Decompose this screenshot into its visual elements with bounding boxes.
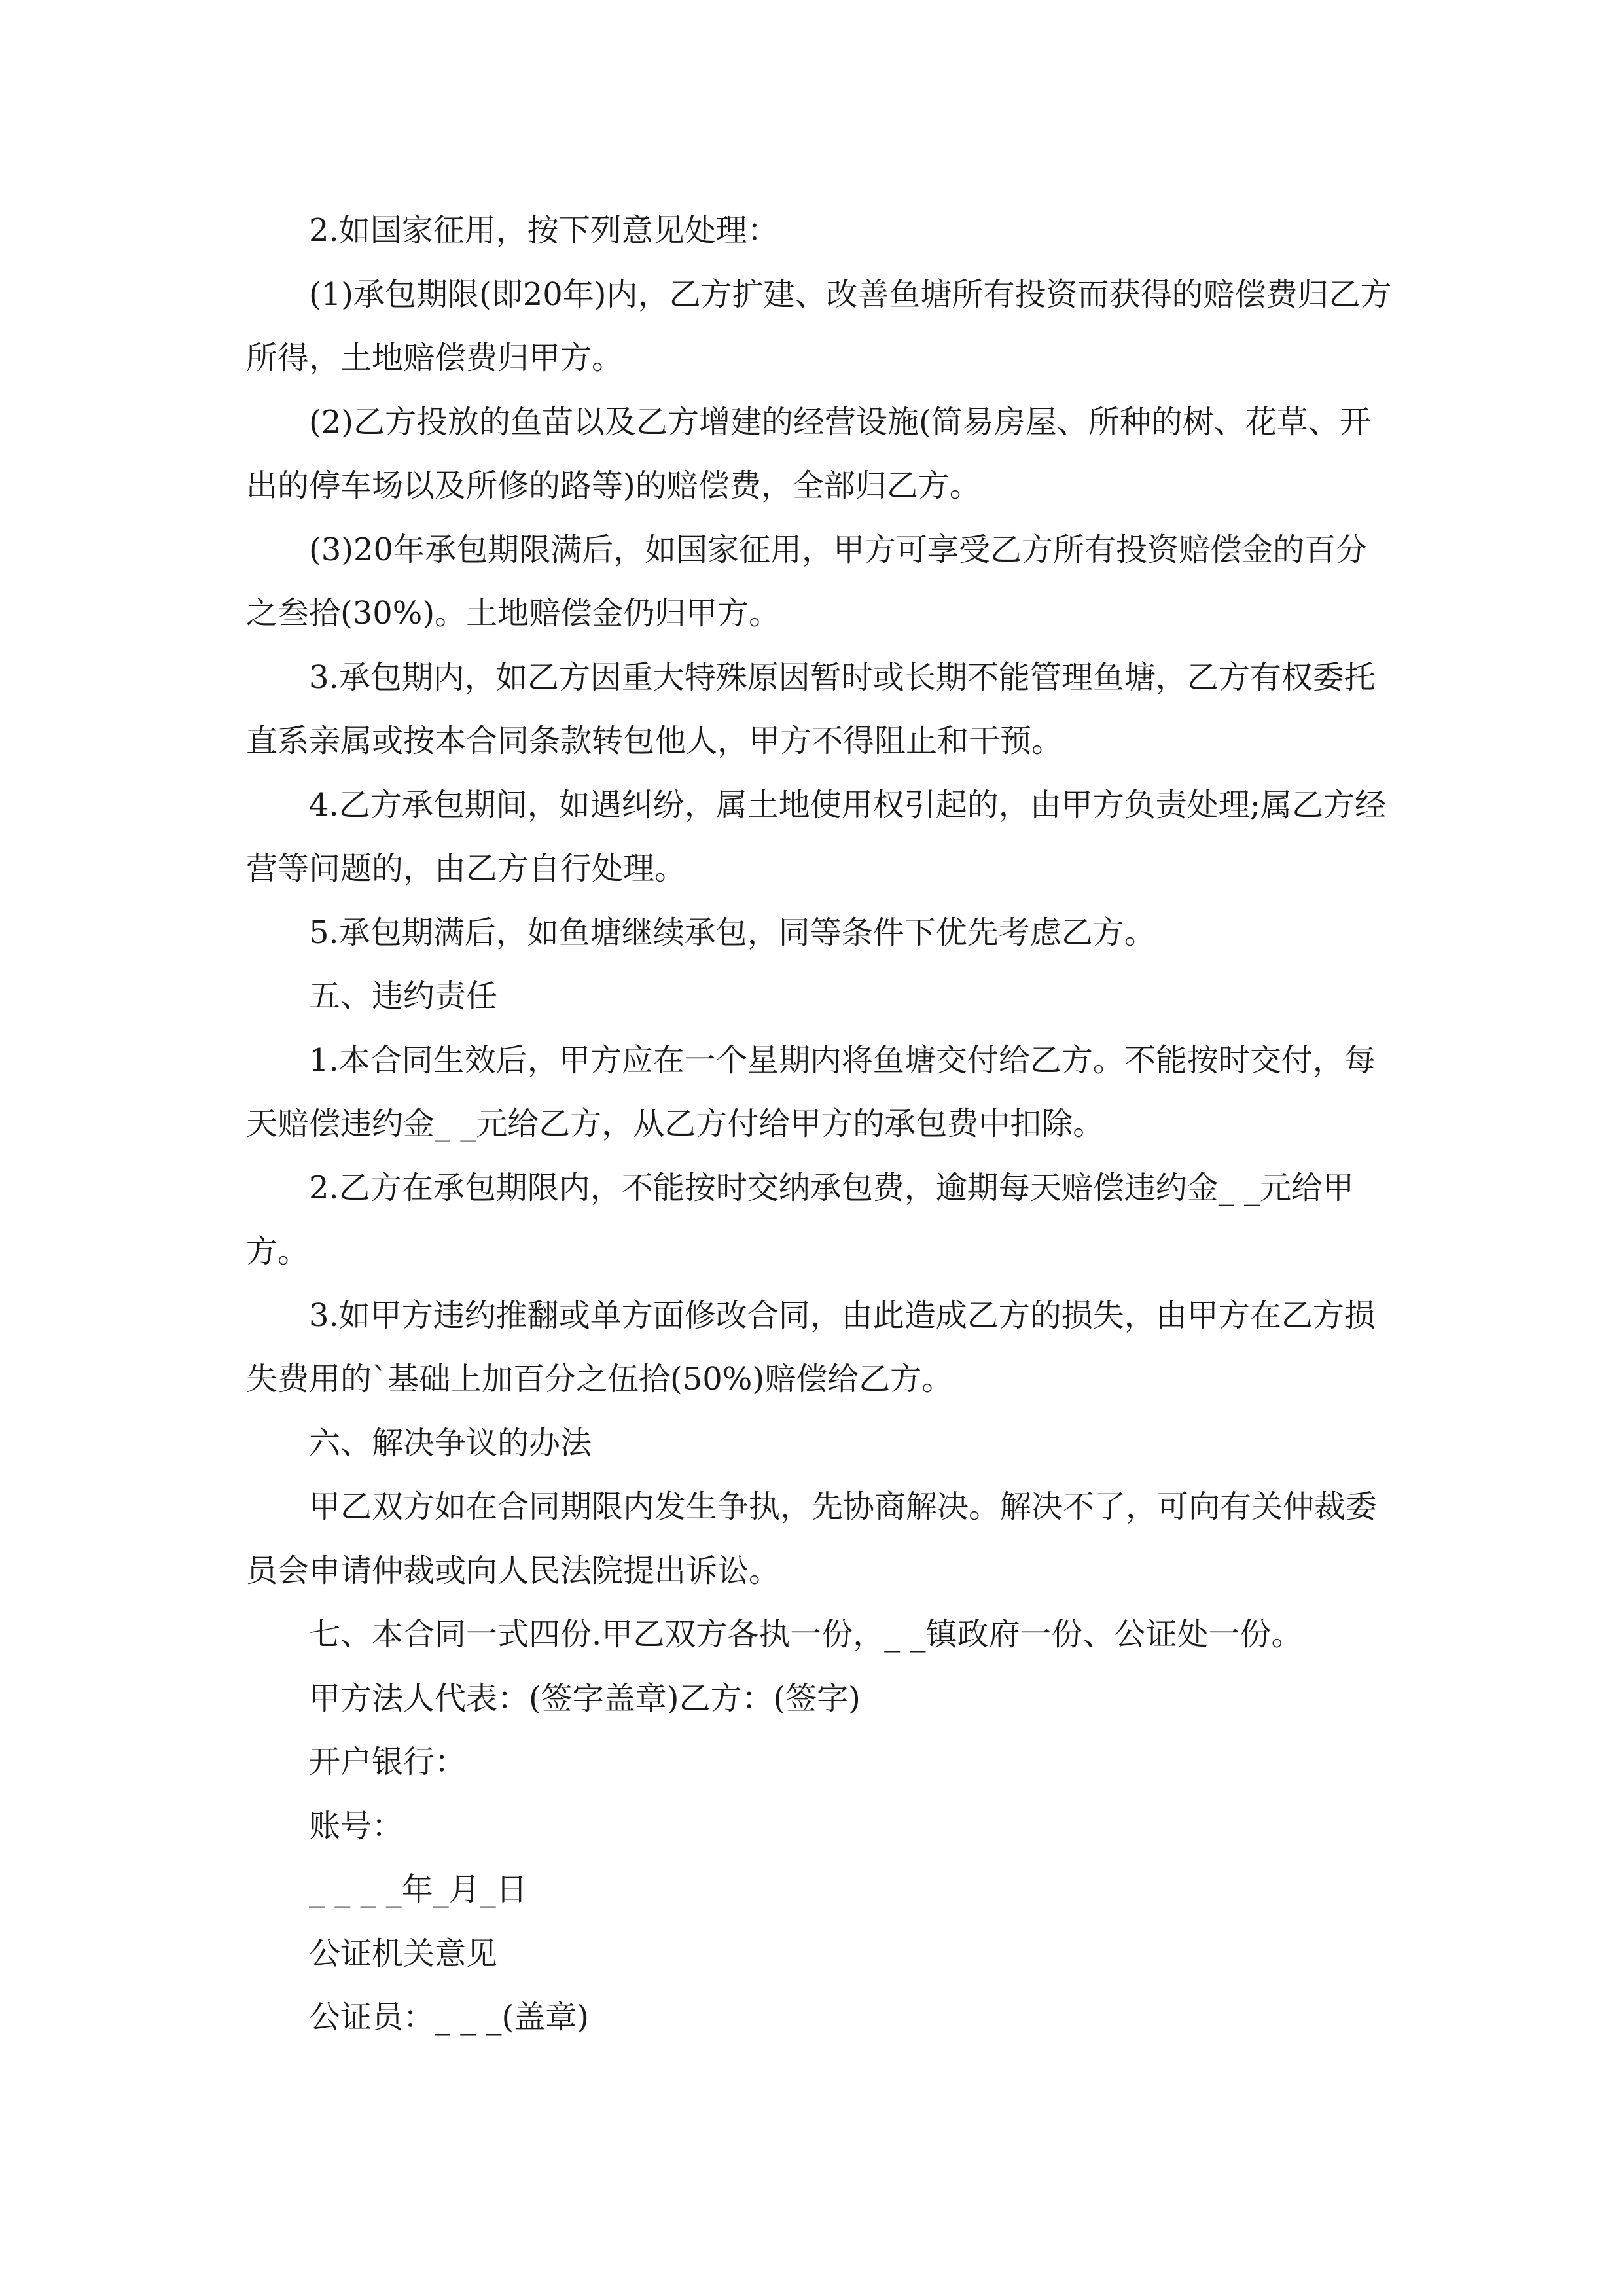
section-heading-breach: 五、违约责任 (309, 978, 498, 1014)
document-body (246, 199, 1398, 2050)
paragraph-compensation-item-2: (2)乙方投放的鱼苗以及乙方增建的经营设施(简易房屋、所种的树、花草、开出的停车场以及所修的路等)的赔偿费，全部归乙方。 (246, 403, 1371, 504)
paragraph-dispute-resolution: 甲乙双方如在合同期限内发生争执，先协商解决。解决不了，可向有关仲裁委员会申请仲裁或向人民法院提出诉讼。 (246, 1488, 1378, 1589)
paragraph-dispute-handling-clause: 4.乙方承包期间，如遇纠纷，属土地使用权引起的，由甲方负责处理;属乙方经营等问题的，由乙方自行处理。 (246, 786, 1386, 887)
paragraph-renewal-clause: 5.承包期满后，如鱼塘继续承包，同等条件下优先考虑乙方。 (309, 914, 1156, 951)
notary-officer-line: 公证员：_ _ _(盖章) (309, 1999, 589, 2036)
paragraph-breach-item-2: 2.乙方在承包期限内，不能按时交纳承包费，逾期每天赔偿违约金_ _元给甲方。 (246, 1169, 1355, 1270)
notary-opinion-line: 公证机关意见 (309, 1935, 498, 1972)
paragraph-copies-clause: 七、本合同一式四份.甲乙双方各执一份，_ _镇政府一份、公证处一份。 (309, 1616, 1303, 1653)
bank-line: 开户银行： (309, 1744, 467, 1780)
account-line: 账号： (309, 1807, 404, 1844)
date-line: _ _ _ _年_月_日 (309, 1871, 527, 1908)
paragraph-compensation-item-1: (1)承包期限(即20年)内，乙方扩建、改善鱼塘所有投资而获得的赔偿费归乙方所得，土地赔偿费归甲方。 (246, 276, 1392, 376)
paragraph-expropriation-clause: 2.如国家征用，按下列意见处理： (309, 212, 779, 249)
paragraph-compensation-item-3: (3)20年承包期限满后，如国家征用，甲方可享受乙方所有投资赔偿金的百分之叁拾(30%)。土地赔偿金仍归甲方。 (246, 531, 1368, 632)
section-heading-dispute: 六、解决争议的办法 (309, 1424, 592, 1462)
signature-line: 甲方法人代表：(签字盖章)乙方：(签字) (309, 1679, 861, 1717)
paragraph-subcontract-clause: 3.承包期内，如乙方因重大特殊原因暂时或长期不能管理鱼塘，乙方有权委托直系亲属或按本合同条款转包他人，甲方不得阻止和干预。 (246, 658, 1376, 759)
paragraph-breach-item-3: 3.如甲方违约推翻或单方面修改合同，由此造成乙方的损失，由甲方在乙方损失费用的`基础上加百分之伍拾(50%)赔偿给乙方。 (246, 1297, 1376, 1397)
paragraph-breach-item-1: 1.本合同生效后，甲方应在一个星期内将鱼塘交付给乙方。不能按时交付，每天赔偿违约金_ _元给乙方，从乙方付给甲方的承包费中扣除。 (246, 1041, 1376, 1142)
